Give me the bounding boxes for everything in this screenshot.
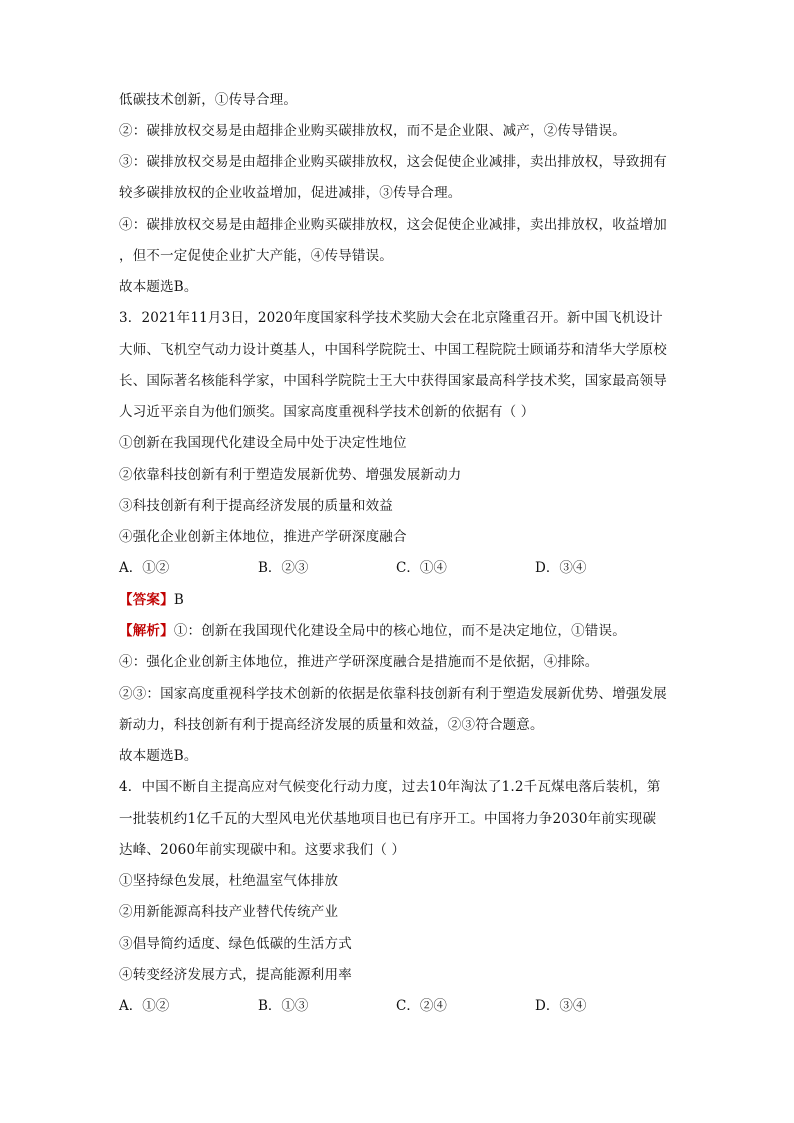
option-a: A．①② xyxy=(119,998,170,1014)
question-4-options xyxy=(119,996,679,1016)
question-4-item: ④转变经济发展方式，提高能源利用率 xyxy=(119,967,352,983)
question-4-stem-line: 达峰、2060年前实现碳中和。这要求我们（ ） xyxy=(119,842,406,858)
analysis-text: ①：创新在我国现代化建设全局中的核心地位，而不是决定地位，①错误。 xyxy=(173,623,626,639)
analysis-line xyxy=(119,621,679,641)
option-b: B．①③ xyxy=(258,998,309,1014)
question-3-stem-line: 大师、飞机空气动力设计奠基人，中国科学院院士、中国工程院院士顾诵芬和清华大学原校 xyxy=(119,342,667,358)
text-line: 故本题选B。 xyxy=(119,279,198,295)
text-line: 较多碳排放权的企业收益增加，促进减排，③传导合理。 xyxy=(119,185,462,201)
question-4-item: ③倡导简约适度、绿色低碳的生活方式 xyxy=(119,936,352,952)
answer-line xyxy=(119,590,679,610)
option-d: D．③④ xyxy=(535,998,587,1014)
option-b: B．②③ xyxy=(258,560,309,576)
analysis-line: 故本题选B。 xyxy=(119,748,198,764)
option-d: D．③④ xyxy=(535,560,587,576)
option-a: A．①② xyxy=(119,560,170,576)
question-3-item: ②依靠科技创新有利于塑造发展新优势、增强发展新动力 xyxy=(119,467,462,483)
question-4-item: ①坚持绿色发展，杜绝温室气体排放 xyxy=(119,873,339,889)
analysis-line: 新动力，科技创新有利于提高经济发展的质量和效益，②③符合题意。 xyxy=(119,717,544,733)
question-3-stem-line: 长、国际著名核能科学家，中国科学院院士王大中获得国家最高科学技术奖，国家最高领导 xyxy=(119,373,667,389)
answer-value: B xyxy=(173,592,184,608)
option-c: C．①④ xyxy=(396,560,447,576)
text-line: ②：碳排放权交易是由超排企业购买碳排放权，而不是企业限、减产，②传导错误。 xyxy=(119,123,626,139)
question-3-options xyxy=(119,558,679,578)
question-3-stem-line: 3．2021年11月3日，2020年度国家科学技术奖励大会在北京隆重召开。新中国飞机设计 xyxy=(119,310,663,326)
option-c: C．②④ xyxy=(396,998,447,1014)
question-3-item: ①创新在我国现代化建设全局中处于决定性地位 xyxy=(119,435,407,451)
question-4-item: ②用新能源高科技产业替代传统产业 xyxy=(119,904,339,920)
text-line: ，但不一定促使企业扩大产能，④传导错误。 xyxy=(119,248,393,264)
text-line: ④：碳排放权交易是由超排企业购买碳排放权，这会促使企业减排，卖出排放权，收益增加 xyxy=(119,217,667,233)
analysis-line: ④：强化企业创新主体地位，推进产学研深度融合是措施而不是依据，④排除。 xyxy=(119,654,599,670)
question-3-item: ③科技创新有利于提高经济发展的质量和效益 xyxy=(119,498,393,514)
question-4-stem-line: 一批装机约1亿千瓦的大型风电光伏基地项目也已有序开工。中国将力争2030年前实现碳 xyxy=(119,811,657,827)
question-3-item: ④强化企业创新主体地位，推进产学研深度融合 xyxy=(119,529,407,545)
question-3-stem-line: 人习近平亲自为他们颁奖。国家高度重视科学技术创新的依据有（ ） xyxy=(119,404,535,420)
analysis-line: ②③：国家高度重视科学技术创新的依据是依靠科技创新有利于塑造发展新优势、增强发展 xyxy=(119,686,667,702)
question-4-stem-line: 4．中国不断自主提高应对气候变化行动力度，过去10年淘汰了1.2千瓦煤电落后装机，第 xyxy=(119,779,661,795)
text-line: 低碳技术创新，①传导合理。 xyxy=(119,92,298,108)
analysis-label: 【解析】 xyxy=(119,623,174,639)
text-line: ③：碳排放权交易是由超排企业购买碳排放权，这会促使企业减排，卖出排放权，导致拥有 xyxy=(119,154,667,170)
answer-label: 【答案】 xyxy=(119,592,174,608)
